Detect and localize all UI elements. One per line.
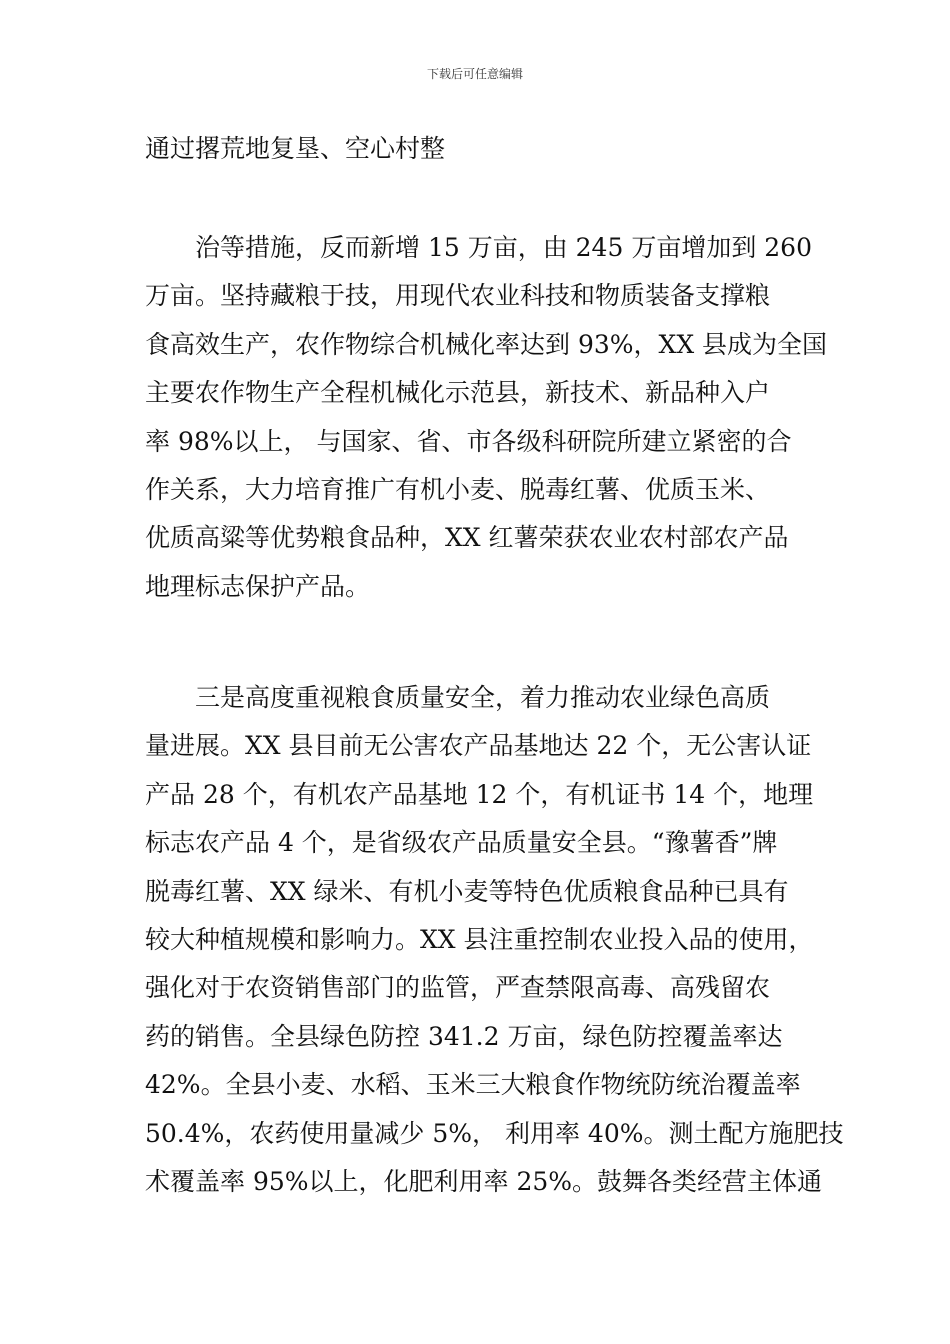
paragraph-3-line-2: 量进展。XX 县目前无公害农产品基地达 22 个，无公害认证 (145, 731, 812, 760)
paragraph-3-line-7: 强化对于农资销售部门的监管，严查禁限高毒、高残留农 (145, 973, 771, 1002)
paragraph-2-line-4: 主要农作物生产全程机械化示范县，新技术、新品种入户 (145, 378, 771, 407)
paragraph-3-line-1: 三是高度重视粮食质量安全，着力推动农业绿色高质 (195, 683, 771, 712)
paragraph-3-line-3: 产品 28 个，有机农产品基地 12 个，有机证书 14 个，地理 (145, 780, 814, 809)
paragraph-3-line-6: 较大种植规模和影响力。XX 县注重控制农业投入品的使用， (145, 925, 814, 954)
paragraph-3-line-9: 42%。全县小麦、水稻、玉米三大粮食作物统防统治覆盖率 (145, 1070, 801, 1099)
header-note: 下载后可任意编辑 (426, 67, 523, 81)
paragraph-3-line-5: 脱毒红薯、XX 绿米、有机小麦等特色优质粮食品种已具有 (145, 877, 789, 906)
paragraph-3-line-8: 药的销售。全县绿色防控 341.2 万亩，绿色防控覆盖率达 (145, 1022, 783, 1051)
paragraph-2-line-3: 食高效生产，农作物综合机械化率达到 93%，XX 县成为全国 (145, 330, 828, 359)
paragraph-2-line-5: 率 98%以上， 与国家、省、市各级科研院所建立紧密的合 (145, 427, 792, 456)
paragraph-1-line-1: 通过撂荒地复垦、空心村整 (145, 134, 446, 163)
paragraph-2-line-1: 治等措施，反而新增 15 万亩，由 245 万亩增加到 260 (195, 233, 812, 262)
paragraph-3-line-10: 50.4%，农药使用量减少 5%， 利用率 40%。测土配方施肥技 (145, 1119, 844, 1148)
paragraph-2-line-8: 地理标志保护产品。 (145, 572, 371, 601)
paragraph-3-line-4: 标志农产品 4 个，是省级农产品质量安全县。“豫薯香”牌 (145, 828, 778, 857)
paragraph-2-line-2: 万亩。坚持藏粮于技，用现代农业科技和物质装备支撑粮 (145, 281, 771, 310)
paragraph-2-line-6: 作关系，大力培育推广有机小麦、脱毒红薯、优质玉米、 (145, 475, 771, 504)
paragraph-2-line-7: 优质高粱等优势粮食品种，XX 红薯荣获农业农村部农产品 (145, 523, 789, 552)
paragraph-3-line-11: 术覆盖率 95%以上，化肥利用率 25%。鼓舞各类经营主体通 (145, 1167, 823, 1196)
